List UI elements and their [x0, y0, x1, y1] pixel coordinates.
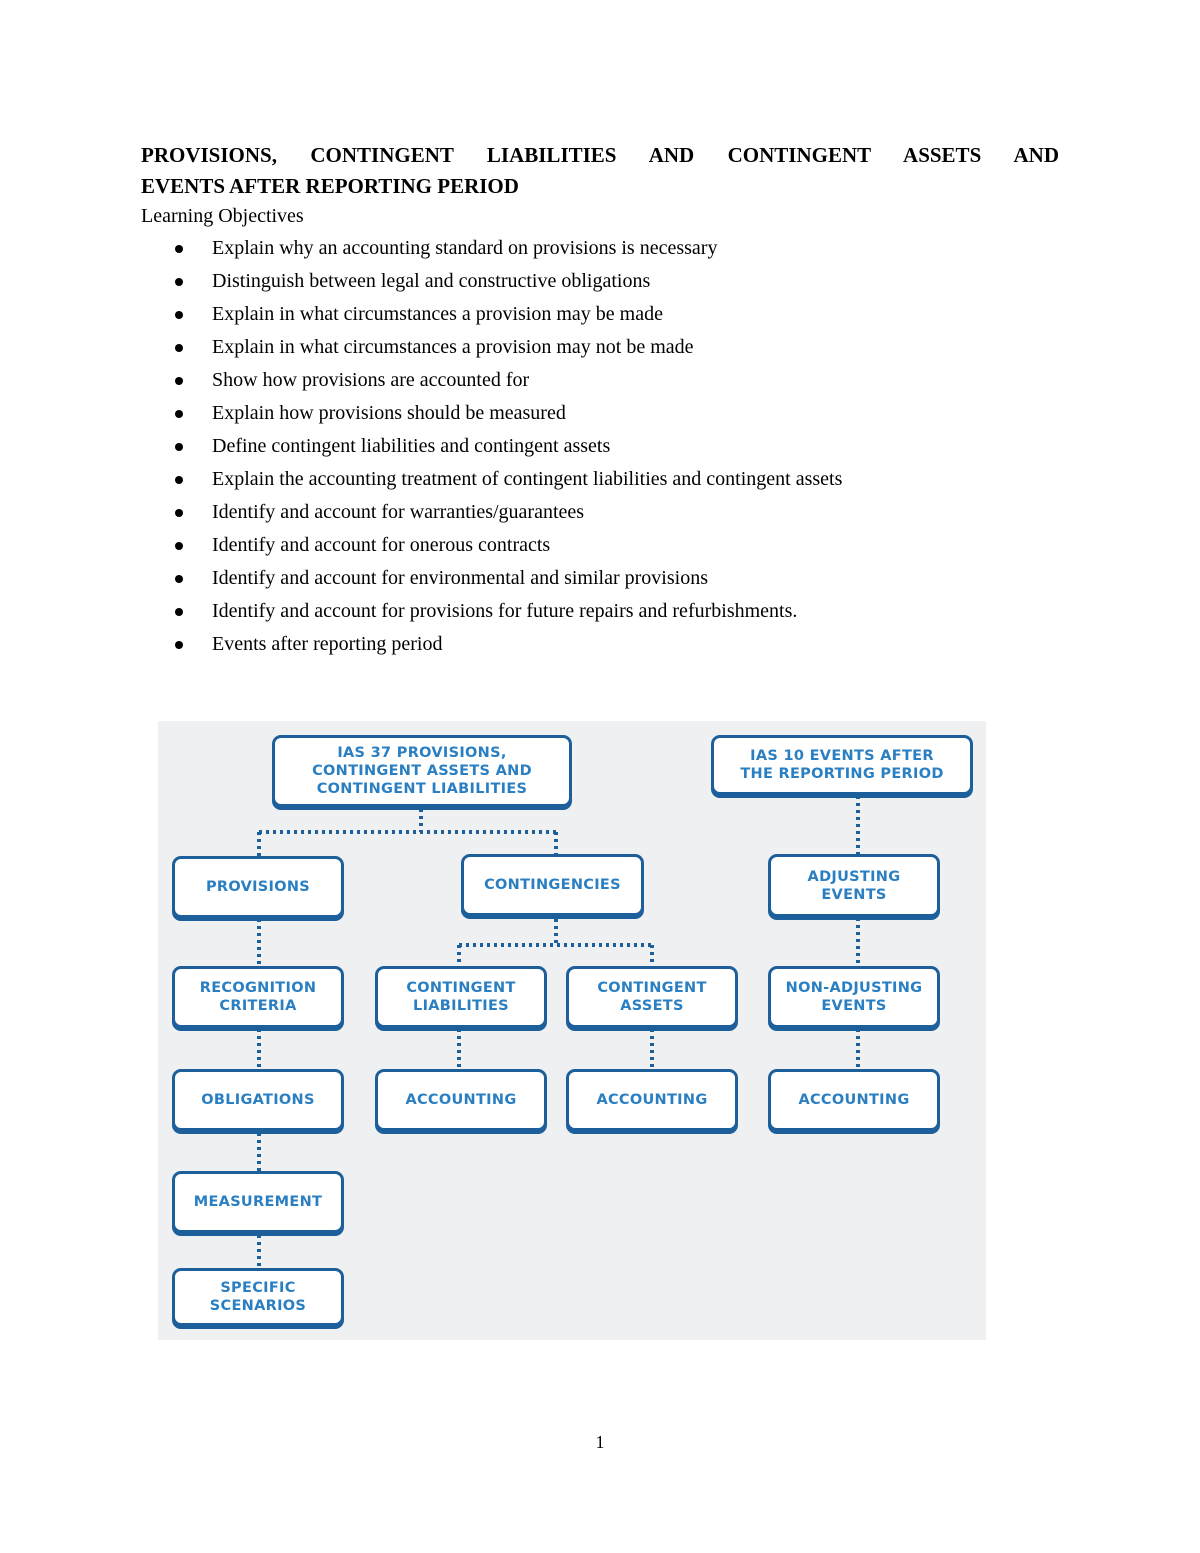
- list-item: Identify and account for environmental and similar provisions: [141, 563, 842, 596]
- accounting-assets-box: ACCOUNTING: [566, 1069, 738, 1131]
- list-item: Identify and account for warranties/guarantees: [141, 497, 842, 530]
- ias37-box: IAS 37 PROVISIONS, CONTINGENT ASSETS AND CONTINGENT LIABILITIES: [272, 735, 572, 807]
- document-title-line-2: EVENTS AFTER REPORTING PERIOD: [141, 174, 519, 198]
- list-item: Events after reporting period: [141, 629, 842, 662]
- measurement-box: MEASUREMENT: [172, 1171, 344, 1233]
- list-item: Identify and account for onerous contracts: [141, 530, 842, 563]
- bullet-icon: [175, 575, 183, 583]
- list-item: Define contingent liabilities and contingent assets: [141, 431, 842, 464]
- standards-flowchart: [158, 721, 986, 1340]
- list-item: Explain in what circumstances a provision may be made: [141, 299, 842, 332]
- list-item: Explain how provisions should be measured: [141, 398, 842, 431]
- contingencies-box: CONTINGENCIES: [461, 854, 644, 916]
- bullet-icon: [175, 509, 183, 517]
- bullet-icon: [175, 278, 183, 286]
- list-item: Identify and account for provisions for future repairs and refurbishments.: [141, 596, 842, 629]
- adjusting-events-box: ADJUSTING EVENTS: [768, 854, 940, 917]
- bullet-icon: [175, 311, 183, 319]
- learning-objectives-heading: Learning Objectives: [141, 205, 304, 227]
- obligations-box: OBLIGATIONS: [172, 1069, 344, 1131]
- list-item: Distinguish between legal and constructive obligations: [141, 266, 842, 299]
- bullet-icon: [175, 476, 183, 484]
- contingent-assets-box: CONTINGENT ASSETS: [566, 966, 738, 1028]
- accounting-events-box: ACCOUNTING: [768, 1069, 940, 1131]
- specific-scenarios-box: SPECIFIC SCENARIOS: [172, 1268, 344, 1326]
- bullet-icon: [175, 245, 183, 253]
- bullet-icon: [175, 542, 183, 550]
- document-title-line-1: PROVISIONS, CONTINGENT LIABILITIES AND CONTINGENT ASSETS AND: [141, 143, 1059, 167]
- document-title: [141, 140, 1059, 202]
- list-item: Show how provisions are accounted for: [141, 365, 842, 398]
- bullet-icon: [175, 608, 183, 616]
- ias10-box: IAS 10 EVENTS AFTER THE REPORTING PERIOD: [711, 735, 973, 795]
- bullet-icon: [175, 377, 183, 385]
- bullet-icon: [175, 443, 183, 451]
- page-number: 1: [595, 1432, 605, 1452]
- list-item: Explain the accounting treatment of contingent liabilities and contingent assets: [141, 464, 842, 497]
- provisions-box: PROVISIONS: [172, 856, 344, 918]
- contingent-liabilities-box: CONTINGENT LIABILITIES: [375, 966, 547, 1028]
- non-adjusting-events-box: NON-ADJUSTING EVENTS: [768, 966, 940, 1028]
- bullet-icon: [175, 410, 183, 418]
- accounting-liabilities-box: ACCOUNTING: [375, 1069, 547, 1131]
- learning-objectives-list: [141, 233, 842, 662]
- recognition-criteria-box: RECOGNITION CRITERIA: [172, 966, 344, 1028]
- connector-lines: [158, 721, 986, 1340]
- bullet-icon: [175, 641, 183, 649]
- list-item: Explain why an accounting standard on provisions is necessary: [141, 233, 842, 266]
- bullet-icon: [175, 344, 183, 352]
- list-item: Explain in what circumstances a provision may not be made: [141, 332, 842, 365]
